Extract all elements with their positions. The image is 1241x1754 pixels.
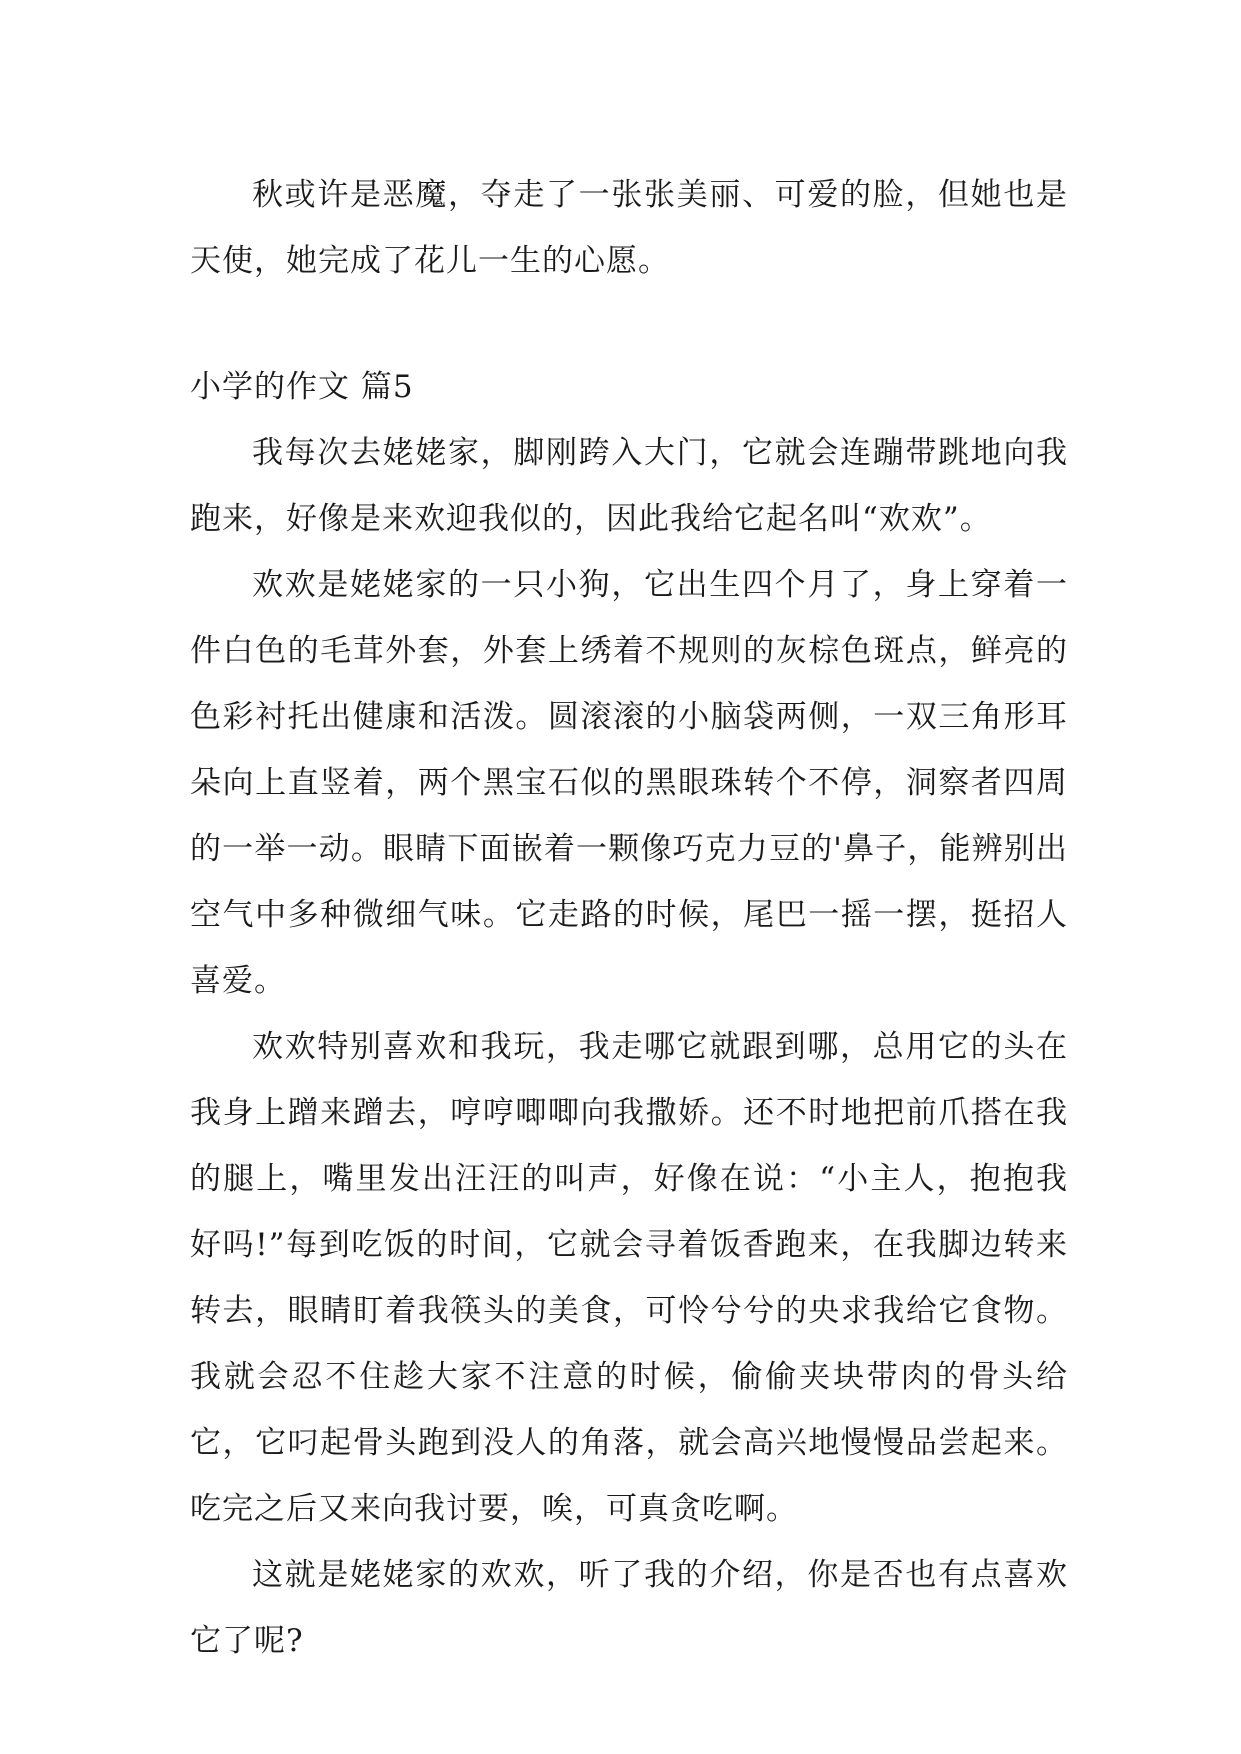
section-spacer	[190, 294, 1068, 354]
paragraph-1: 我每次去姥姥家，脚刚跨入大门，它就会连蹦带跳地向我跑来，好像是来欢迎我似的，因此我给它起名叫“欢欢”。	[190, 435, 1068, 537]
intro-paragraph: 秋或许是恶魔，夺走了一张张美丽、可爱的脸，但她也是天使，她完成了花儿一生的心愿。	[190, 177, 1068, 279]
paragraph-4: 这就是姥姥家的欢欢，听了我的介绍，你是否也有点喜欢它了呢?	[190, 1557, 1068, 1659]
paragraph-3: 欢欢特别喜欢和我玩，我走哪它就跟到哪，总用它的头在我身上蹭来蹭去，哼哼唧唧向我撒娇。还不时地把前爪搭在我的腿上，嘴里发出汪汪的叫声，好像在说：“小主人，抱抱我好吗!”每到吃饭的时间，它就会寻着饭香跑来，在我脚边转来转去，眼睛盯着我筷头的美食，可怜兮兮的央求我给它食物。我就会忍不住趁大家不注意的时候，偷偷夹块带肉的骨头给它，它叼起骨头跑到没人的角落，就会高兴地慢慢品尝起来。吃完之后又来向我讨要，唉，可真贪吃啊。	[190, 1029, 1068, 1527]
paragraph-2: 欢欢是姥姥家的一只小狗，它出生四个月了，身上穿着一件白色的毛茸外套，外套上绣着不规则的灰棕色斑点，鲜亮的色彩衬托出健康和活泼。圆滚滚的小脑袋两侧，一双三角形耳朵向上直竖着，两个黑宝石似的黑眼珠转个不停，洞察者四周的一举一动。眼睛下面嵌着一颗像巧克力豆的'鼻子，能辨别出空气中多种微细气味。它走路的时候，尾巴一摇一摆，挺招人喜爱。	[190, 567, 1068, 999]
document-body	[190, 162, 1068, 1674]
section-heading: 小学的作文 篇5	[190, 369, 414, 405]
